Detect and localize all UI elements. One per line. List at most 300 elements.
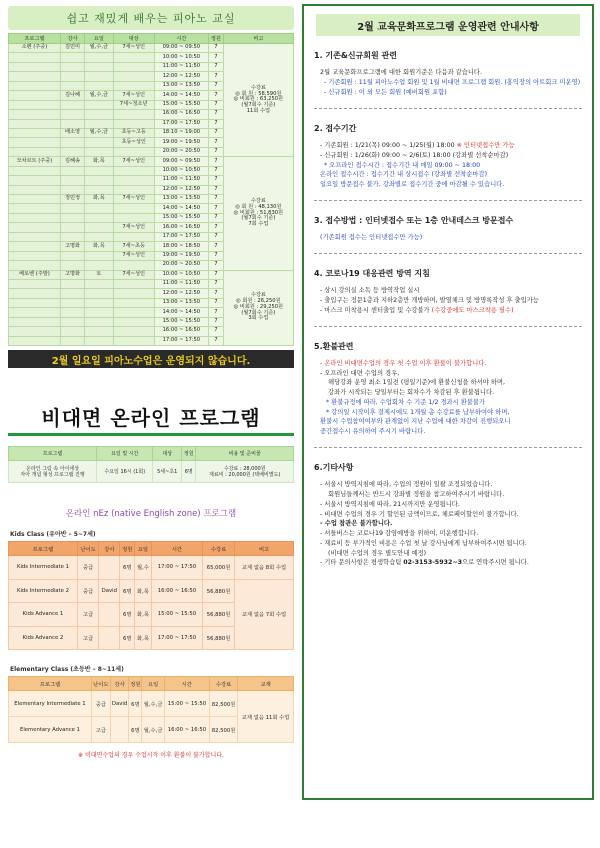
section-4-heading: 4. 코로나19 대응관련 방역 지침 <box>314 268 430 278</box>
table-cell: 초등~고등 <box>113 128 154 137</box>
table-cell: 7 <box>208 308 223 317</box>
table-cell <box>85 166 114 175</box>
table-cell <box>85 213 114 222</box>
table-cell <box>85 176 114 185</box>
table-cell: 15:00 ~ 15:50 <box>154 213 208 222</box>
table-cell: 14:00 ~ 14:50 <box>154 308 208 317</box>
column-header: 정원 <box>208 34 223 44</box>
table-cell <box>85 279 114 288</box>
text: - 서울시 방역지침에 따라, 21시까지만 운영됩니다. <box>320 500 460 508</box>
table-row <box>9 270 294 279</box>
table-cell: 7 <box>208 242 223 251</box>
text: * 환불규정에 따라, 수업회차 수 기준 1/2 경과시 환불불가 <box>326 398 486 406</box>
column-header: 수강료 <box>209 677 237 691</box>
table-cell <box>60 81 84 90</box>
table-cell: 7 <box>208 279 223 288</box>
column-header: 난이도 <box>77 542 98 556</box>
column-header: 비용 및 준비물 <box>196 447 294 461</box>
table-cell <box>9 195 61 204</box>
table-cell: 20:00 ~ 20:50 <box>154 261 208 270</box>
table-cell <box>85 223 114 232</box>
table-cell <box>9 251 61 260</box>
column-header: 수강료 <box>203 542 235 556</box>
table-cell: 7세~성인 <box>113 44 154 53</box>
table-cell <box>60 336 84 345</box>
table-cell: Kids Advance 1 <box>9 603 78 627</box>
table-cell: 월,수,금 <box>85 128 114 137</box>
text: * 강의일 시작이후 결제시에도 1개월 총 수강료를 납부하여야 하며, <box>326 408 510 416</box>
table-cell <box>9 81 61 90</box>
table-cell <box>85 204 114 213</box>
table-cell: 모차르트 (주중) <box>9 157 61 166</box>
table-cell: 중급 <box>77 556 98 580</box>
column-header: 프로그램 <box>9 542 78 556</box>
table-cell: 월,수,금 <box>142 691 165 717</box>
left-column <box>8 6 294 759</box>
notice-title: 2월 교육문화프로그램 운영관련 안내사항 <box>316 14 580 36</box>
table-cell: 6명 <box>120 556 135 580</box>
column-header: 대상 <box>153 447 182 461</box>
table-cell <box>110 717 129 743</box>
table-cell: 7 <box>208 166 223 175</box>
piano-table <box>8 33 294 346</box>
table-cell <box>60 110 84 119</box>
table-cell: 11:00 ~ 11:50 <box>154 176 208 185</box>
table-cell: 16:00 ~ 16:50 <box>151 579 202 603</box>
table-cell <box>9 261 61 270</box>
refund-note: ※ 비대면수업의 경우 수업시작 이후 환불이 불가합니다. <box>78 752 224 759</box>
divider <box>8 433 294 436</box>
table-cell: 09:00 ~ 09:50 <box>154 157 208 166</box>
column-header: 시간 <box>164 677 209 691</box>
column-header: 시간 <box>151 542 202 556</box>
table-cell <box>60 204 84 213</box>
text: 으로 연락주시면 됩니다. <box>462 559 529 567</box>
table-cell: 12:00 ~ 12:50 <box>154 289 208 298</box>
text: (비대면 수업의 경우 별도안내 예정) <box>328 549 427 557</box>
section-6-heading: 6.기타사항 <box>314 462 354 472</box>
table-cell: 7 <box>208 195 223 204</box>
column-header: 프로그램 <box>9 34 61 44</box>
text: - 서울시 방역지침에 따라, 수업의 정원이 일괄 조정되었습니다. <box>320 481 493 489</box>
table-cell: 12:00 ~ 12:50 <box>154 72 208 81</box>
table-cell: 7 <box>208 213 223 222</box>
section-3-heading: 3. 접수방법 : 인터넷접수 또는 1층 안내데스크 방문접수 <box>314 215 514 225</box>
table-cell: 7 <box>208 100 223 109</box>
table-cell: 10:00 ~ 10:50 <box>154 166 208 175</box>
text: 2월 교육문화프로그램에 대한 회원기준은 다음과 같습니다. <box>320 69 483 77</box>
table-cell <box>113 289 154 298</box>
text: - 상시 강의실 소독 등 방역작업 실시 <box>320 287 420 295</box>
table-cell: 7 <box>208 147 223 156</box>
table-cell: 7 <box>208 251 223 260</box>
table-cell: 12:00 ~ 12:50 <box>154 185 208 194</box>
table-cell <box>85 62 114 71</box>
table-cell: 7 <box>208 261 223 270</box>
column-header: 프로그램 <box>9 677 92 691</box>
table-cell: 19:00 ~ 19:50 <box>154 138 208 147</box>
table-cell <box>60 223 84 232</box>
table-cell <box>85 185 114 194</box>
text: * 오프라인 접수시간 : 접수기간 내 매일 09:00 ~ 18:00 <box>324 161 481 169</box>
table-cell: 5세~초1 <box>153 461 182 483</box>
table-cell <box>99 556 120 580</box>
table-cell <box>9 138 61 147</box>
table-cell <box>9 128 61 137</box>
table-cell: 토 <box>85 270 114 279</box>
table-cell <box>9 72 61 81</box>
column-header: 정원 <box>182 447 196 461</box>
table-cell: 수요일 16시 (1회) <box>97 461 153 483</box>
table-cell <box>9 91 61 100</box>
phone-number: 02-3153-5932~3 <box>403 559 462 567</box>
table-cell <box>113 232 154 241</box>
text: 회원님들께서는 반드시 강좌별 정원을 참고하여주시기 바랍니다. <box>328 491 505 499</box>
table-cell: 15:00 ~ 15:50 <box>151 603 202 627</box>
table-cell: 7 <box>208 128 223 137</box>
text: - 재료비 등 부가적인 비용은 수업 첫 날 강사님에게 납부하여주시면 됩니다. <box>320 539 527 547</box>
table-cell <box>99 603 120 627</box>
table-cell: 6명 <box>129 691 142 717</box>
table-cell: 7세~성인 <box>113 91 154 100</box>
table-cell: 7세~성인 <box>113 223 154 232</box>
text: - 신규회원 : 이 외 모든 회원 (예비회원 포함) <box>324 88 447 96</box>
table-cell: 김나혜 <box>60 91 84 100</box>
table-cell <box>60 213 84 222</box>
table-cell: 7세~성인 <box>113 195 154 204</box>
table-cell <box>113 261 154 270</box>
table-cell: 13:00 ~ 13:50 <box>154 298 208 307</box>
text: - 기타 문의사항은 평생학습팀 <box>320 559 402 567</box>
table-cell: 고급 <box>77 603 98 627</box>
table-cell <box>60 176 84 185</box>
table-cell: 7 <box>208 91 223 100</box>
table-row <box>9 157 294 166</box>
table-cell <box>85 72 114 81</box>
table-cell <box>60 298 84 307</box>
online-table <box>8 446 294 483</box>
table-cell <box>9 279 61 288</box>
table-cell <box>9 223 61 232</box>
text: 온라인 접수시간 : 접수기간 내 상시접수 (강좌별 선착순마감) <box>320 171 488 179</box>
table-cell: 화,목 <box>135 626 152 650</box>
table-cell <box>60 53 84 62</box>
table-cell <box>9 62 61 71</box>
table-cell <box>113 166 154 175</box>
table-cell: 화,목 <box>135 603 152 627</box>
table-cell <box>113 81 154 90</box>
table-cell: 7 <box>208 327 223 336</box>
table-cell <box>113 53 154 62</box>
table-cell: 7 <box>208 110 223 119</box>
table-cell: 고명화 <box>60 242 84 251</box>
table-cell: 고급 <box>91 717 110 743</box>
table-cell <box>85 308 114 317</box>
table-cell <box>85 81 114 90</box>
table-cell <box>60 147 84 156</box>
table-cell: 김혜송 <box>60 157 84 166</box>
table-cell <box>113 327 154 336</box>
text: 환불시 수업참여여부와 관계없이 지난 수업에 대한 차감이 진행되오니 <box>320 418 511 426</box>
table-cell: 56,880원 <box>203 579 235 603</box>
table-cell <box>85 327 114 336</box>
table-cell: 17:00 ~ 17:50 <box>154 232 208 241</box>
text: - 수업 참관은 불가합니다. <box>320 520 393 528</box>
table-cell <box>9 185 61 194</box>
divider <box>314 253 582 254</box>
table-cell: 10:00 ~ 10:50 <box>154 270 208 279</box>
table-cell: 17:00 ~ 17:50 <box>154 119 208 128</box>
table-cell: 13:00 ~ 13:50 <box>154 195 208 204</box>
table-cell: 7 <box>208 44 223 53</box>
table-cell: 6명 <box>120 626 135 650</box>
table-cell: 82,500원 <box>209 691 237 717</box>
column-header: 강사 <box>99 542 120 556</box>
online-heading: 비대면 온라인 프로그램 <box>41 406 261 430</box>
table-cell <box>60 317 84 326</box>
table-cell: Elementary Advance 1 <box>9 717 92 743</box>
table-cell: 고급 <box>77 626 98 650</box>
remark: 교재 없음 7회 수업 <box>235 579 294 650</box>
table-cell <box>9 110 61 119</box>
table-cell <box>9 166 61 175</box>
table-cell: 18:10 ~ 19:00 <box>154 128 208 137</box>
table-cell: 월,수,금 <box>85 44 114 53</box>
table-cell: 11:00 ~ 11:50 <box>154 62 208 71</box>
table-cell: Kids Intermediate 2 <box>9 579 78 603</box>
table-cell: 7 <box>208 62 223 71</box>
table-cell <box>113 185 154 194</box>
table-cell: 7 <box>208 53 223 62</box>
column-header: 요일 <box>135 542 152 556</box>
table-cell <box>9 100 61 109</box>
text: - 기존회원 : 11월 피아노수업 회원 및 1월 비대면 프로그램 회원. (홍익장의 아트회크 미운영) <box>324 79 581 87</box>
column-header: 대상 <box>113 34 154 44</box>
column-header: 프로그램 <box>9 447 97 461</box>
table-cell: 월,수,금 <box>85 91 114 100</box>
remark: 교재 없음 8회 수업 <box>235 556 294 580</box>
table-cell: 15:00 ~ 15:50 <box>154 100 208 109</box>
table-cell: 16:00 ~ 16:50 <box>154 223 208 232</box>
table-cell: 소펜 (주중) <box>9 44 61 53</box>
text: 해당강좌 운영 최소 1일전 (평일기준)에 환불신청을 하셔야 하며, <box>328 379 506 387</box>
table-cell: 16:00 ~ 16:50 <box>154 110 208 119</box>
table-cell <box>85 110 114 119</box>
table-cell <box>113 72 154 81</box>
table-cell <box>60 279 84 288</box>
table-cell: 7 <box>208 270 223 279</box>
divider <box>314 326 582 327</box>
section-2-heading: 2. 접수기간 <box>314 123 357 133</box>
table-cell: 6명 <box>120 579 135 603</box>
section-5-heading: 5.환불관련 <box>314 341 354 351</box>
table-cell <box>60 119 84 128</box>
table-cell <box>9 242 61 251</box>
table-cell: 6명 <box>129 717 142 743</box>
table-cell: 13:00 ~ 13:50 <box>154 81 208 90</box>
table-cell <box>60 72 84 81</box>
table-cell: 19:00 ~ 19:50 <box>154 251 208 260</box>
table-cell: 화,목 <box>135 579 152 603</box>
table-cell <box>85 261 114 270</box>
divider <box>314 447 582 448</box>
elementary-table <box>8 676 294 743</box>
table-cell <box>60 232 84 241</box>
table-cell: 17:00 ~ 17:50 <box>154 336 208 345</box>
table-cell <box>85 119 114 128</box>
table-cell: 7 <box>208 317 223 326</box>
table-cell: 7 <box>208 223 223 232</box>
column-header: 교재 <box>238 677 294 691</box>
text: - 마스크 미착용시 센터출입 및 수강불가 <box>320 306 430 314</box>
table-cell <box>9 232 61 241</box>
table-cell <box>99 626 120 650</box>
table-cell <box>60 185 84 194</box>
column-header: 요일 <box>142 677 165 691</box>
table-cell: 7 <box>208 81 223 90</box>
piano-title: 쉽고 재밌게 배우는 피아노 교실 <box>8 6 294 30</box>
table-cell: 7 <box>208 204 223 213</box>
table-row <box>9 691 294 717</box>
table-cell: 중급 <box>91 691 110 717</box>
table-cell <box>60 166 84 175</box>
notice-panel <box>302 4 594 800</box>
table-cell <box>113 298 154 307</box>
table-cell: 배소영 <box>60 128 84 137</box>
table-cell: 20:00 ~ 20:50 <box>154 147 208 156</box>
divider <box>314 108 582 109</box>
table-row <box>9 556 294 580</box>
column-header: 정원 <box>120 542 135 556</box>
table-cell: 베토벤 (주말) <box>9 270 61 279</box>
table-cell: Elementary Intermediate 1 <box>9 691 92 717</box>
table-cell: 7 <box>208 289 223 298</box>
text: - 셔틀버스는 코로나19 감염예방을 위하여, 미운행합니다. <box>320 530 479 538</box>
section-1-heading: 1. 기존&신규회원 관련 <box>314 51 397 60</box>
table-cell <box>113 176 154 185</box>
table-cell <box>9 204 61 213</box>
table-cell <box>9 327 61 336</box>
table-cell: 7 <box>208 157 223 166</box>
text: 중간접수시 유의하여 주시기 바랍니다. <box>320 428 426 436</box>
column-header: 난이도 <box>91 677 110 691</box>
fee-note: 수강료 ◎ 회 원 : 48,130원 ◎ 비회원 : 51,830원 (월7회수 기준) 7회 수업 <box>223 157 293 270</box>
table-cell: 고명화 <box>60 270 84 279</box>
table-cell <box>60 289 84 298</box>
table-cell: 16:00 ~ 16:50 <box>154 327 208 336</box>
kids-class-title: Kids Class (유아반 – 5~7세) <box>10 531 96 538</box>
column-header: 요일 <box>85 34 114 44</box>
table-cell <box>85 251 114 260</box>
table-cell: 7 <box>208 336 223 345</box>
table-cell: 월,수,금 <box>142 717 165 743</box>
column-header: 강사 <box>110 677 129 691</box>
table-cell: 초등~성인 <box>113 138 154 147</box>
table-cell: David <box>110 691 129 717</box>
table-cell <box>113 317 154 326</box>
column-header: 강사 <box>60 34 84 44</box>
table-row <box>9 44 294 53</box>
table-cell <box>85 336 114 345</box>
table-cell <box>9 298 61 307</box>
text: - 오프라인 대면 수업의 경우, <box>320 369 400 377</box>
table-cell <box>60 327 84 336</box>
table-cell: 7 <box>208 138 223 147</box>
table-cell: Kids Advance 2 <box>9 626 78 650</box>
table-cell <box>113 119 154 128</box>
table-cell: 09:00 ~ 09:50 <box>154 44 208 53</box>
table-cell: 65,000원 <box>203 556 235 580</box>
table-cell: 18:00 ~ 18:50 <box>154 242 208 251</box>
table-cell: 정민정 <box>60 195 84 204</box>
table-cell: 7 <box>208 72 223 81</box>
table-row <box>9 579 294 603</box>
text: 강좌가 시작되는 당일부터는 회차수가 차감된 후 환불됩니다. <box>328 389 495 397</box>
table-cell: 7 <box>208 185 223 194</box>
table-cell <box>113 62 154 71</box>
table-cell <box>85 147 114 156</box>
table-cell <box>60 62 84 71</box>
table-cell: Kids Intermediate 1 <box>9 556 78 580</box>
text: - 출입구는 정문1층과 지하2층만 개방하며, 발열체크 및 방명록작성 후 출입가능 <box>320 297 539 305</box>
table-cell <box>85 289 114 298</box>
nez-heading: 온라인 nEz (native English zone) 프로그램 <box>65 509 237 519</box>
text: (수강중에도 마스크착용 필수) <box>431 306 514 314</box>
table-cell <box>113 110 154 119</box>
table-cell <box>113 336 154 345</box>
table-cell <box>113 213 154 222</box>
table-cell <box>85 53 114 62</box>
table-cell: 14:00 ~ 14:50 <box>154 204 208 213</box>
table-cell: 7세~성인 <box>113 251 154 260</box>
elementary-class-title: Elementary Class (초등반 – 8~11세) <box>10 666 124 673</box>
table-cell <box>9 308 61 317</box>
table-cell <box>60 251 84 260</box>
table-cell: 11:00 ~ 11:50 <box>154 279 208 288</box>
table-cell: 7세~청소년 <box>113 100 154 109</box>
table-cell <box>9 336 61 345</box>
table-cell <box>113 204 154 213</box>
kids-table <box>8 541 294 650</box>
table-cell: 14:00 ~ 14:50 <box>154 91 208 100</box>
table-cell: 6명 <box>120 603 135 627</box>
table-cell: 월,수 <box>135 556 152 580</box>
table-cell <box>85 138 114 147</box>
table-cell <box>9 119 61 128</box>
table-cell <box>85 298 114 307</box>
remark: 교재 없음 11회 수업 <box>238 691 294 743</box>
fee-note: 수강료 ◎ 회원 : 26,250원 ◎ 비회원 : 29,250원 (월7회수 기준) 3회 수업 <box>223 270 293 346</box>
table-cell: 7세~초등 <box>113 242 154 251</box>
text: - 온라인 비대면수업의 경우 첫 수업 이후 환불이 불가합니다. <box>320 359 487 367</box>
table-cell: 7 <box>208 298 223 307</box>
table-cell: 17:00 ~ 17:50 <box>151 626 202 650</box>
sunday-closed-banner: 2월 일요일 피아노수업은 운영되지 않습니다. <box>8 350 294 368</box>
table-cell: 82,500원 <box>209 717 237 743</box>
table-cell <box>113 147 154 156</box>
table-cell <box>9 289 61 298</box>
table-cell <box>9 176 61 185</box>
table-cell <box>85 317 114 326</box>
table-cell: 수강료 : 28,000원 재료비 : 20,000원 (택배비별도) <box>196 461 294 483</box>
table-cell: 17:00 ~ 17:50 <box>151 556 202 580</box>
table-cell: 56,880원 <box>203 626 235 650</box>
table-cell: 7세~성인 <box>113 270 154 279</box>
table-cell: 15:00 ~ 15:50 <box>164 691 209 717</box>
table-cell: 중급 <box>77 579 98 603</box>
table-cell <box>9 147 61 156</box>
column-header: 비고 <box>235 542 294 556</box>
